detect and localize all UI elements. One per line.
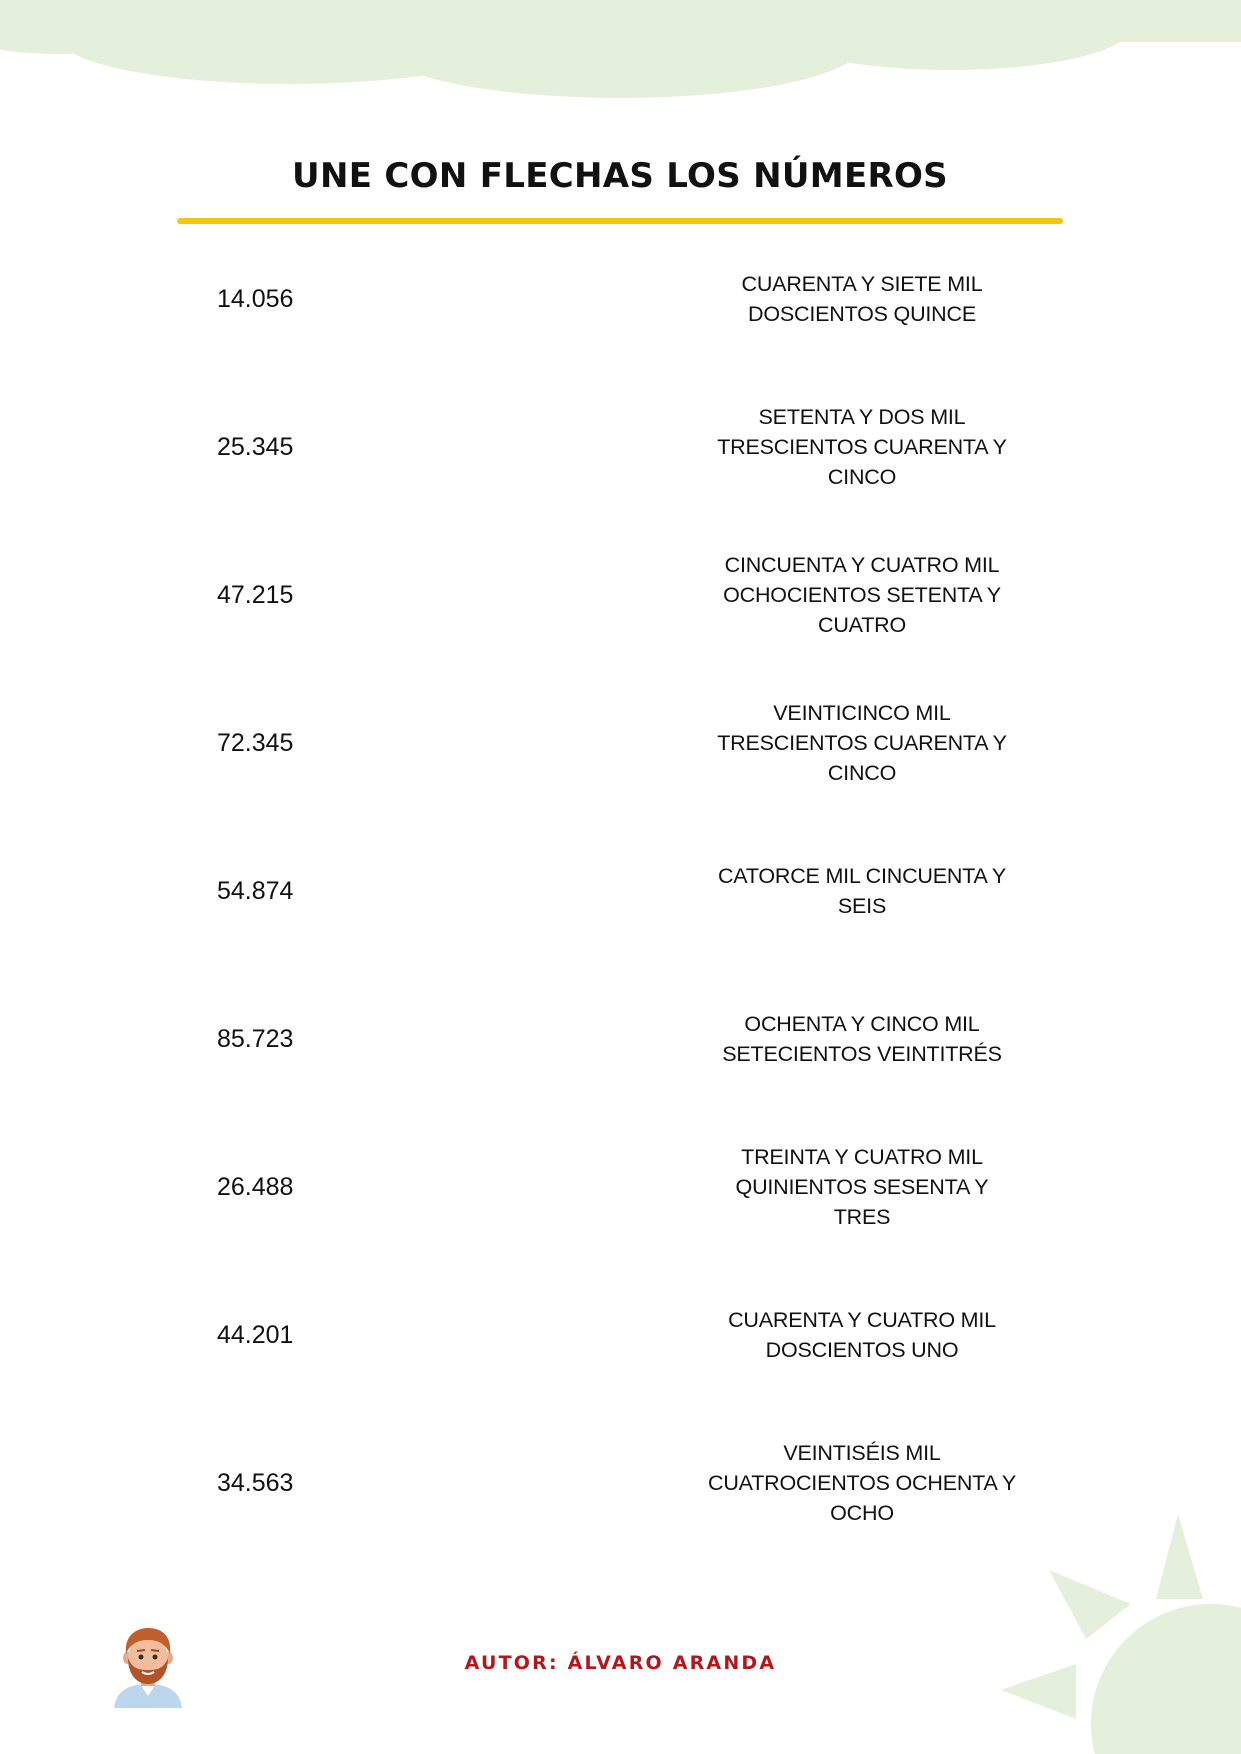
exercise-row [177,225,1063,373]
sun-decoration-icon [981,1514,1241,1754]
word-item: CATORCE MIL CINCUENTA Y SEIS [717,864,1007,918]
number-item: 25.345 [217,433,294,461]
word-item: VEINTICINCO MIL TRESCIENTOS CUARENTA Y CINCO [717,701,1007,785]
word-item: CUARENTA Y SIETE MIL DOSCIENTOS QUINCE [741,272,983,326]
number-item: 85.723 [217,1025,294,1053]
number-item: 47.215 [217,581,294,609]
number-item: 34.563 [217,1469,294,1497]
number-item: 26.488 [217,1173,294,1201]
exercise-row [177,373,1063,521]
exercise-row [177,669,1063,817]
page-title: UNE CON FLECHAS LOS NÚMEROS [292,156,948,196]
exercise-row [177,965,1063,1113]
exercise-row [177,1409,1063,1557]
number-item: 72.345 [217,729,294,757]
exercise-row [177,1261,1063,1409]
number-item: 14.056 [217,285,294,313]
author-credit: AUTOR: ÁLVARO ARANDA [464,1652,777,1674]
exercise-row [177,1113,1063,1261]
number-item: 54.874 [217,877,294,905]
number-item: 44.201 [217,1321,294,1349]
word-item: CUARENTA Y CUATRO MIL DOSCIENTOS UNO [728,1308,996,1362]
exercise-row [177,521,1063,669]
word-item: SETENTA Y DOS MIL TRESCIENTOS CUARENTA Y CINCO [717,405,1007,489]
word-item: OCHENTA Y CINCO MIL SETECIENTOS VEINTITRÉS [722,1012,1002,1066]
word-item: VEINTISÉIS MIL CUATROCIENTOS OCHENTA Y OCHO [708,1441,1016,1525]
word-item: TREINTA Y CUATRO MIL QUINIENTOS SESENTA Y TRES [735,1145,989,1229]
word-item: CINCUENTA Y CUATRO MIL OCHOCIENTOS SETENTA Y CUATRO [723,553,1001,637]
exercise-row [177,817,1063,965]
